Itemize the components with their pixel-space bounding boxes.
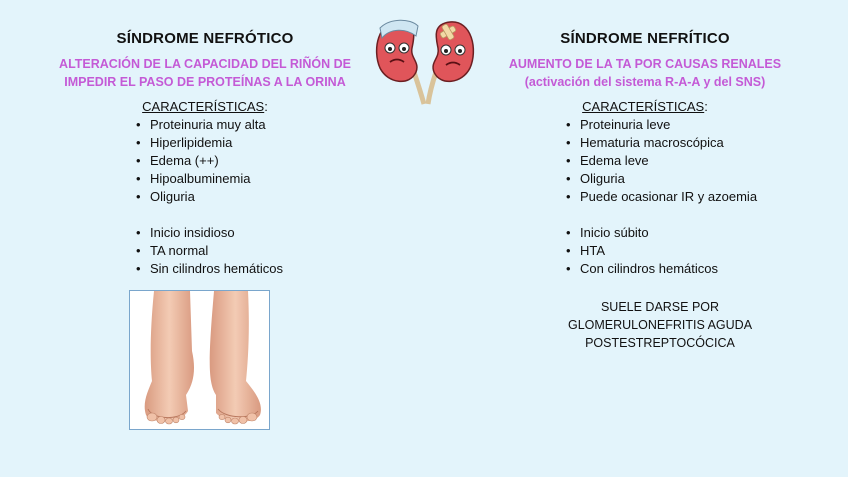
nefrotico-features-list-2 bbox=[136, 224, 283, 278]
list-item: • Inicio insidioso bbox=[136, 224, 283, 242]
list-item: • Inicio súbito bbox=[566, 224, 718, 242]
list-item: • Proteinuria muy alta bbox=[136, 116, 266, 134]
nefrotico-features-list-1 bbox=[136, 116, 266, 206]
list-item: • Proteinuria leve bbox=[566, 116, 757, 134]
list-item: • HTA bbox=[566, 242, 718, 260]
nefritico-characteristics-heading: CARACTERÍSTICAS: bbox=[582, 99, 708, 114]
nefritico-features-list-1 bbox=[566, 116, 757, 206]
swollen-feet-image bbox=[130, 291, 270, 430]
nefrotico-characteristics-heading: CARACTERÍSTICAS: bbox=[142, 99, 268, 114]
list-item: • Hipoalbuminemia bbox=[136, 170, 266, 188]
list-item: • Con cilindros hemáticos bbox=[566, 260, 718, 278]
list-item: • Oliguria bbox=[566, 170, 757, 188]
kidneys-illustration bbox=[370, 10, 480, 105]
nefrotico-definition-line-2: IMPEDIR EL PASO DE PROTEÍNAS A LA ORINA bbox=[64, 75, 346, 89]
note-line-2: GLOMERULONEFRITIS AGUDA bbox=[567, 318, 753, 332]
list-item: • Oliguria bbox=[136, 188, 266, 206]
nefritico-characteristics-label: CARACTERÍSTICAS bbox=[582, 99, 705, 114]
note-line-3: POSTESTREPTOCÓCICA bbox=[585, 336, 735, 350]
list-item: • TA normal bbox=[136, 242, 283, 260]
nefritico-definition-line-1: AUMENTO DE LA TA POR CAUSAS RENALES bbox=[508, 57, 782, 71]
nefrotico-characteristics-label: CARACTERÍSTICAS bbox=[142, 99, 265, 114]
list-item: • Sin cilindros hemáticos bbox=[136, 260, 283, 278]
nefritico-title: SÍNDROME NEFRÍTICO bbox=[560, 30, 730, 47]
list-item: • Hematuria macroscópica bbox=[566, 134, 757, 152]
nefritico-cause-note bbox=[520, 298, 800, 352]
nefrotico-title: SÍNDROME NEFRÓTICO bbox=[116, 30, 294, 47]
nefritico-definition bbox=[480, 55, 810, 91]
list-item: • Edema leve bbox=[566, 152, 757, 170]
edema-feet-photo bbox=[129, 290, 270, 430]
list-item: • Puede ocasionar IR y azoemia bbox=[566, 188, 757, 206]
list-item: • Edema (++) bbox=[136, 152, 266, 170]
nefritico-features-list-2 bbox=[566, 224, 718, 278]
list-item: • Hiperlipidemia bbox=[136, 134, 266, 152]
nefritico-definition-line-2: (activación del sistema R-A-A y del SNS) bbox=[524, 75, 766, 89]
nefrotico-definition-line-1: ALTERACIÓN DE LA CAPACIDAD DEL RIÑÓN DE bbox=[59, 57, 351, 71]
nefrotico-definition bbox=[40, 55, 370, 91]
note-line-1: SUELE DARSE POR bbox=[600, 300, 720, 314]
